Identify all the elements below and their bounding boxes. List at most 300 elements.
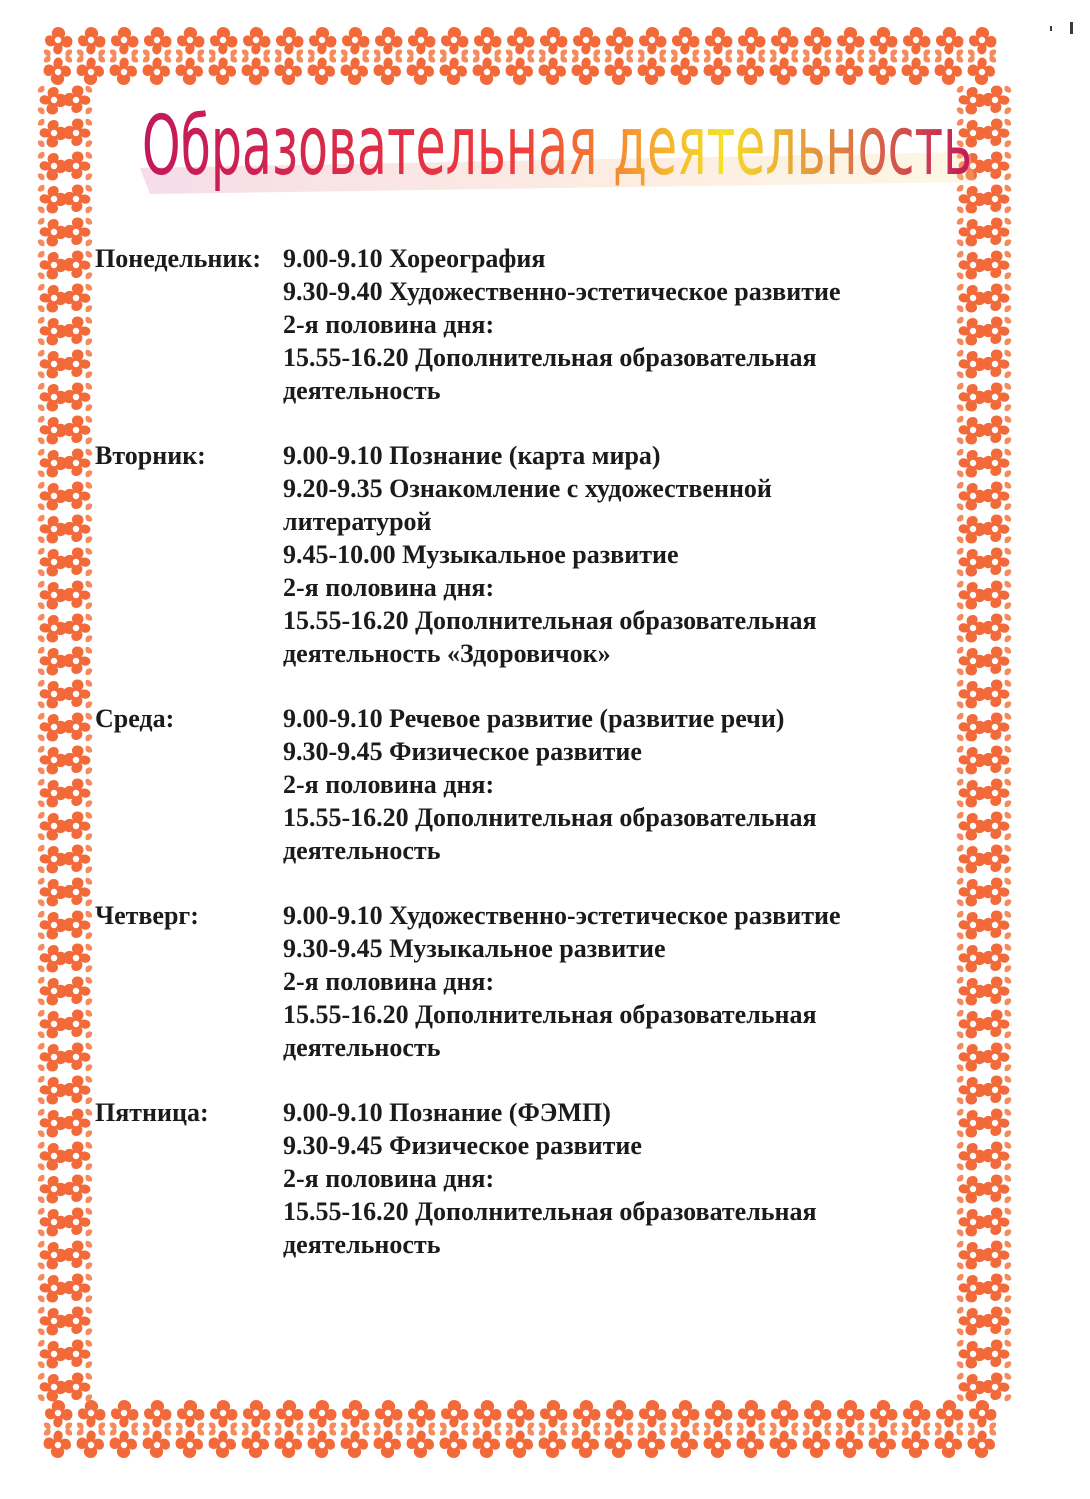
ornament-motif — [982, 284, 1011, 313]
ornament-motif — [957, 812, 986, 841]
ornament-motif — [341, 1429, 370, 1458]
ornament-motif — [77, 1400, 106, 1429]
ornament-motif — [539, 1400, 568, 1429]
ornament-motif — [341, 1400, 370, 1429]
ornament-motif — [982, 1076, 1011, 1105]
ornament-motif — [836, 56, 865, 85]
schedule-line: 9.00-9.10 Речевое развитие (развитие речи) — [283, 704, 785, 733]
ornament-motif — [605, 27, 634, 56]
ornament-motif — [704, 1429, 733, 1458]
ornament-motif — [63, 1076, 92, 1105]
ornament-motif — [341, 27, 370, 56]
ornament-motif — [982, 779, 1011, 808]
ornament-motif — [982, 944, 1011, 973]
ornament-motif — [737, 56, 766, 85]
ornament-motif — [506, 56, 535, 85]
ornament-motif — [242, 1429, 271, 1458]
ornament-motif — [63, 680, 92, 709]
ornament-motif — [374, 27, 403, 56]
ornament-motif — [605, 56, 634, 85]
ornament-motif — [704, 56, 733, 85]
ornament-motif — [77, 1429, 106, 1458]
ornament-motif — [38, 746, 67, 775]
ornament-motif — [38, 416, 67, 445]
ornament-motif — [935, 27, 964, 56]
ornament-motif — [671, 1400, 700, 1429]
ornament-motif — [982, 1175, 1011, 1204]
ornament-motif — [63, 1175, 92, 1204]
ornament-motif — [982, 647, 1011, 676]
ornament-motif — [440, 56, 469, 85]
ornament-motif — [506, 1429, 535, 1458]
ornament-motif — [982, 416, 1011, 445]
ornament-motif — [63, 350, 92, 379]
ornament-motif — [473, 1429, 502, 1458]
day-entries — [283, 1096, 955, 1261]
ornament-motif — [957, 1307, 986, 1336]
ornament-motif — [935, 56, 964, 85]
ornament-motif — [77, 56, 106, 85]
ornament-motif — [63, 1208, 92, 1237]
ornament-motif — [982, 680, 1011, 709]
ornament-motif — [836, 1429, 865, 1458]
ornament-motif — [902, 1429, 931, 1458]
scan-mark — [1070, 22, 1073, 34]
ornament-motif — [38, 218, 67, 247]
ornament-motif — [407, 1400, 436, 1429]
ornament-motif — [63, 1307, 92, 1336]
ornament-motif — [671, 1429, 700, 1458]
day-tuesday — [95, 439, 955, 670]
ornament-motif — [63, 911, 92, 940]
ornament-motif — [63, 185, 92, 214]
schedule-line: деятельность — [283, 376, 441, 405]
ornament-motif — [63, 944, 92, 973]
ornament-motif — [209, 56, 238, 85]
ornament-motif — [38, 86, 67, 115]
ornament-motif — [63, 1043, 92, 1072]
ornament-motif — [982, 449, 1011, 478]
ornament-motif — [440, 1400, 469, 1429]
ornament-motif — [968, 27, 997, 56]
title-art — [130, 82, 990, 212]
ornament-motif — [957, 383, 986, 412]
ornament-motif — [982, 713, 1011, 742]
ornament-motif — [38, 449, 67, 478]
ornament-motif — [982, 1043, 1011, 1072]
ornament-motif — [982, 317, 1011, 346]
schedule-line: 15.55-16.20 Дополнительная образовательная — [283, 1000, 817, 1029]
ornament-motif — [63, 1274, 92, 1303]
ornament-motif — [957, 680, 986, 709]
ornament-motif — [38, 284, 67, 313]
ornament-motif — [869, 56, 898, 85]
ornament-motif — [957, 911, 986, 940]
ornament-motif — [704, 27, 733, 56]
ornament-motif — [308, 1400, 337, 1429]
ornament-motif — [38, 812, 67, 841]
ornament-motif — [341, 56, 370, 85]
ornament-motif — [63, 746, 92, 775]
ornament-motif — [836, 27, 865, 56]
ornament-motif — [63, 383, 92, 412]
ornament-motif — [63, 416, 92, 445]
ornament-motif — [63, 86, 92, 115]
day-entries — [283, 899, 955, 1064]
ornament-motif — [957, 1010, 986, 1039]
schedule-line: деятельность — [283, 836, 441, 865]
day-thursday — [95, 899, 955, 1064]
ornament-motif — [770, 1429, 799, 1458]
ornament-motif — [242, 56, 271, 85]
ornament-motif — [63, 251, 92, 280]
ornament-motif — [38, 1373, 67, 1402]
ornament-motif — [869, 1429, 898, 1458]
ornament-motif — [539, 56, 568, 85]
ornament-motif — [176, 1400, 205, 1429]
ornament-motif — [63, 713, 92, 742]
schedule-line: 9.30-9.45 Физическое развитие — [283, 737, 642, 766]
ornament-motif — [605, 1429, 634, 1458]
ornament-motif — [957, 614, 986, 643]
ornament-motif — [63, 878, 92, 907]
ornament-motif — [440, 27, 469, 56]
ornament-motif — [38, 119, 67, 148]
ornament-motif — [982, 1307, 1011, 1336]
ornament-motif — [38, 614, 67, 643]
ornament-motif — [957, 482, 986, 511]
ornament-motif — [110, 56, 139, 85]
ornament-motif — [957, 779, 986, 808]
ornament-motif — [957, 746, 986, 775]
schedule-line: 9.30-9.40 Художественно-эстетическое развитие — [283, 277, 841, 306]
ornament-motif — [704, 1400, 733, 1429]
ornament-motif — [176, 56, 205, 85]
ornament-motif — [38, 515, 67, 544]
ornament-motif — [38, 1241, 67, 1270]
ornament-motif — [63, 647, 92, 676]
ornament-motif — [968, 1429, 997, 1458]
ornament-motif — [63, 548, 92, 577]
ornament-motif — [38, 911, 67, 940]
ornament-motif — [869, 1400, 898, 1429]
scan-mark — [1050, 26, 1052, 31]
schedule-line: 9.00-9.10 Художественно-эстетическое развитие — [283, 901, 841, 930]
ornament-motif — [982, 1340, 1011, 1369]
ornament-motif — [374, 56, 403, 85]
ornament-motif — [572, 1400, 601, 1429]
ornament-motif — [957, 1076, 986, 1105]
schedule-line: 9.00-9.10 Познание (ФЭМП) — [283, 1098, 611, 1127]
schedule-line: деятельность «Здоровичок» — [283, 639, 611, 668]
ornament-motif — [957, 1208, 986, 1237]
ornament-motif — [38, 1076, 67, 1105]
ornament-motif — [38, 713, 67, 742]
ornament-motif — [407, 56, 436, 85]
ornament-motif — [982, 350, 1011, 379]
schedule-line: 2-я половина дня: — [283, 573, 495, 602]
ornament-motif — [957, 647, 986, 676]
ornament-motif — [38, 1274, 67, 1303]
ornament-motif — [63, 1340, 92, 1369]
ornament-motif — [957, 416, 986, 445]
schedule-line: 9.30-9.45 Физическое развитие — [283, 1131, 642, 1160]
ornament-motif — [63, 218, 92, 247]
ornament-motif — [63, 317, 92, 346]
ornament-motif — [957, 1340, 986, 1369]
ornament-motif — [982, 1208, 1011, 1237]
ornament-motif — [63, 1373, 92, 1402]
schedule-line: 15.55-16.20 Дополнительная образовательная — [283, 803, 817, 832]
schedule-line: 15.55-16.20 Дополнительная образовательная — [283, 606, 817, 635]
schedule-line: 15.55-16.20 Дополнительная образовательная — [283, 1197, 817, 1226]
ornament-motif — [957, 515, 986, 544]
ornament-motif — [957, 1175, 986, 1204]
ornament-motif — [38, 1142, 67, 1171]
ornament-motif — [63, 977, 92, 1006]
ornament-motif — [982, 1373, 1011, 1402]
ornament-motif — [38, 152, 67, 181]
ornament-motif — [143, 56, 172, 85]
ornament-motif — [209, 1400, 238, 1429]
ornament-motif — [982, 1241, 1011, 1270]
day-label: Четверг: — [95, 901, 199, 930]
ornament-motif — [957, 713, 986, 742]
ornament-motif — [143, 1400, 172, 1429]
ornament-motif — [63, 614, 92, 643]
ornament-motif — [957, 1043, 986, 1072]
ornament-motif — [77, 27, 106, 56]
ornament-motif — [982, 1109, 1011, 1138]
ornament-motif — [63, 1142, 92, 1171]
day-label: Пятница: — [95, 1098, 209, 1127]
ornament-motif — [38, 680, 67, 709]
ornament-motif — [968, 1400, 997, 1429]
schedule-line: 9.20-9.35 Ознакомление с художественной — [283, 474, 772, 503]
ornament-motif — [38, 878, 67, 907]
ornament-motif — [44, 27, 73, 56]
ornament-motif — [38, 383, 67, 412]
ornament-motif — [38, 1307, 67, 1336]
ornament-motif — [176, 27, 205, 56]
ornament-motif — [902, 56, 931, 85]
ornament-motif — [275, 1400, 304, 1429]
ornament-motif — [38, 185, 67, 214]
ornament-motif — [176, 1429, 205, 1458]
ornament-motif — [38, 317, 67, 346]
ornament-motif — [957, 581, 986, 610]
ornament-motif — [407, 27, 436, 56]
ornament-motif — [143, 27, 172, 56]
ornament-motif — [275, 56, 304, 85]
weekly-schedule — [95, 242, 955, 1293]
ornament-motif — [982, 746, 1011, 775]
ornament-motif — [63, 119, 92, 148]
ornament-motif — [209, 27, 238, 56]
ornament-motif — [374, 1400, 403, 1429]
page-title: Образовательная деятельность — [142, 99, 972, 194]
ornament-motif — [957, 350, 986, 379]
ornament-motif — [407, 1429, 436, 1458]
day-label: Среда: — [95, 704, 175, 733]
ornament-motif — [803, 27, 832, 56]
ornament-motif — [38, 977, 67, 1006]
ornament-motif — [275, 1429, 304, 1458]
ornament-motif — [982, 383, 1011, 412]
schedule-line: 9.00-9.10 Хореография — [283, 244, 546, 273]
ornament-motif — [209, 1429, 238, 1458]
ornament-motif — [473, 1400, 502, 1429]
ornament-motif — [38, 779, 67, 808]
ornament-motif — [982, 845, 1011, 874]
day-label: Вторник: — [95, 441, 206, 470]
ornament-motif — [902, 27, 931, 56]
ornament-motif — [38, 1340, 67, 1369]
ornament-motif — [957, 317, 986, 346]
ornament-motif — [638, 56, 667, 85]
ornament-motif — [63, 449, 92, 478]
ornament-motif — [957, 845, 986, 874]
ornament-motif — [110, 1429, 139, 1458]
ornament-motif — [982, 911, 1011, 940]
ornament-motif — [957, 284, 986, 313]
ornament-motif — [803, 1429, 832, 1458]
ornament-motif — [63, 779, 92, 808]
schedule-line: деятельность — [283, 1230, 441, 1259]
schedule-line: 15.55-16.20 Дополнительная образовательная — [283, 343, 817, 372]
ornament-motif — [38, 944, 67, 973]
ornament-motif — [44, 56, 73, 85]
ornament-motif — [572, 56, 601, 85]
ornament-motif — [308, 56, 337, 85]
ornament-motif — [803, 56, 832, 85]
ornament-motif — [902, 1400, 931, 1429]
ornament-motif — [38, 1175, 67, 1204]
day-entries — [283, 242, 955, 407]
schedule-line: 9.00-9.10 Познание (карта мира) — [283, 441, 661, 470]
ornament-motif — [982, 515, 1011, 544]
day-entries — [283, 439, 955, 670]
ornament-motif — [957, 218, 986, 247]
ornament-motif — [869, 27, 898, 56]
ornament-motif — [982, 581, 1011, 610]
ornament-motif — [572, 27, 601, 56]
ornament-motif — [737, 27, 766, 56]
ornament-motif — [374, 1429, 403, 1458]
ornament-motif — [38, 647, 67, 676]
ornament-motif — [770, 1400, 799, 1429]
day-friday — [95, 1096, 955, 1261]
ornament-motif — [38, 350, 67, 379]
ornament-motif — [44, 1429, 73, 1458]
ornament-motif — [38, 581, 67, 610]
ornament-motif — [982, 614, 1011, 643]
day-label: Понедельник: — [95, 244, 262, 273]
ornament-motif — [143, 1429, 172, 1458]
ornament-motif — [63, 482, 92, 511]
ornament-motif — [63, 581, 92, 610]
ornament-motif — [605, 1400, 634, 1429]
ornament-motif — [38, 1208, 67, 1237]
ornament-motif — [38, 1043, 67, 1072]
title-block — [130, 82, 990, 212]
ornament-motif — [968, 56, 997, 85]
ornament-motif — [38, 482, 67, 511]
ornament-motif — [982, 548, 1011, 577]
ornament-motif — [770, 27, 799, 56]
ornament-motif — [957, 1274, 986, 1303]
ornament-motif — [982, 251, 1011, 280]
ornament-motif — [770, 56, 799, 85]
ornament-motif — [506, 1400, 535, 1429]
ornament-motif — [638, 1429, 667, 1458]
ornament-motif — [308, 1429, 337, 1458]
ornament-motif — [935, 1429, 964, 1458]
schedule-line: деятельность — [283, 1033, 441, 1062]
ornament-motif — [63, 812, 92, 841]
schedule-line: 9.45-10.00 Музыкальное развитие — [283, 540, 679, 569]
ornament-motif — [308, 27, 337, 56]
ornament-motif — [275, 27, 304, 56]
ornament-motif — [957, 1142, 986, 1171]
ornament-motif — [63, 845, 92, 874]
ornament-motif — [982, 482, 1011, 511]
ornament-motif — [506, 27, 535, 56]
ornament-motif — [982, 218, 1011, 247]
ornament-motif — [63, 284, 92, 313]
ornament-motif — [671, 27, 700, 56]
ornament-motif — [982, 1142, 1011, 1171]
ornament-motif — [242, 1400, 271, 1429]
day-monday — [95, 242, 955, 407]
ornament-motif — [38, 1109, 67, 1138]
ornament-motif — [803, 1400, 832, 1429]
ornament-motif — [572, 1429, 601, 1458]
ornament-motif — [737, 1429, 766, 1458]
schedule-line: 2-я половина дня: — [283, 770, 495, 799]
ornament-motif — [539, 1429, 568, 1458]
ornament-motif — [957, 1109, 986, 1138]
ornament-motif — [982, 1010, 1011, 1039]
ornament-motif — [935, 1400, 964, 1429]
schedule-line: 2-я половина дня: — [283, 1164, 495, 1193]
ornament-motif — [957, 548, 986, 577]
ornament-motif — [473, 27, 502, 56]
ornament-motif — [110, 27, 139, 56]
day-wednesday — [95, 702, 955, 867]
ornament-motif — [957, 1373, 986, 1402]
ornament-motif — [63, 515, 92, 544]
schedule-line: 2-я половина дня: — [283, 310, 495, 339]
ornament-motif — [38, 1010, 67, 1039]
ornament-motif — [63, 1010, 92, 1039]
ornament-motif — [957, 944, 986, 973]
ornament-motif — [63, 1241, 92, 1270]
ornament-motif — [982, 977, 1011, 1006]
ornament-motif — [957, 1241, 986, 1270]
ornament-motif — [38, 251, 67, 280]
ornament-motif — [38, 548, 67, 577]
schedule-line: 9.30-9.45 Музыкальное развитие — [283, 934, 666, 963]
ornament-motif — [38, 845, 67, 874]
ornament-motif — [44, 1400, 73, 1429]
ornament-motif — [539, 27, 568, 56]
ornament-motif — [957, 878, 986, 907]
ornament-motif — [982, 812, 1011, 841]
ornament-motif — [737, 1400, 766, 1429]
day-entries — [283, 702, 955, 867]
ornament-motif — [63, 152, 92, 181]
